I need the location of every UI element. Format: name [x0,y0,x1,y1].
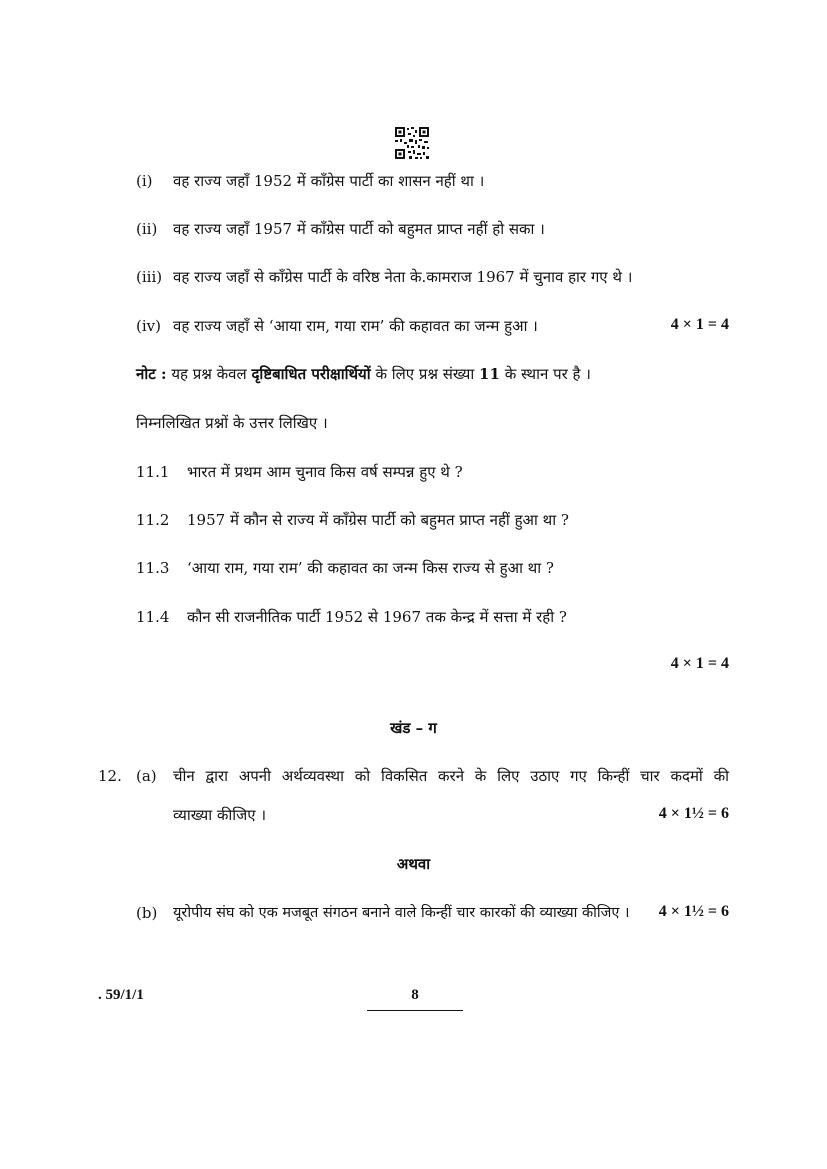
note-label: नोट : [136,365,167,383]
part-b-text: यूरोपीय संघ को एक मजबूत संगठन बनाने वाले किन्हीं चार कारकों की व्याख्या कीजिए । [173,905,630,921]
or-text: अथवा [396,855,431,873]
part-a-marks: 4 × 1½ = 6 [658,805,729,822]
subquestion-text: कौन सी राजनीतिक पार्टी 1952 से 1967 तक केन्द्र में सत्ता में रही ? [187,608,567,626]
page-number-underline [367,1010,463,1011]
list-item-label: (iv) [136,317,161,335]
subquestion-text: भारत में प्रथम आम चुनाव किस वर्ष सम्पन्न हुए थे ? [187,463,463,481]
part-a-line2: व्याख्या कीजिए । [173,806,267,824]
subquestion-number: 11.2 [136,511,170,529]
subquestion-number: 11.3 [136,559,170,577]
part-b-label: (b) [136,904,158,922]
note [136,364,591,384]
list-item-label: (iii) [136,268,163,286]
list-item-text: वह राज्य जहाँ 1952 में काँग्रेस पार्टी का शासन नहीं था । [173,172,485,190]
note-text-before: यह प्रश्न केवल [171,365,247,383]
subquestion-text: 1957 में कौन से राज्य में काँग्रेस पार्टी को बहुमत प्राप्त नहीं हुआ था ? [187,511,569,529]
note-text-after: के स्थान पर है । [504,365,591,383]
subquestion-number: 11.1 [136,463,170,481]
part-a-line1: चीन द्वारा अपनी अर्थव्यवस्था को विकसित करने के लिए उठाए गए किन्हीं चार कदमों की [173,767,729,785]
question-number: 12. [98,767,122,785]
list-item-text: वह राज्य जहाँ 1957 में काँग्रेस पार्टी को बहुमत प्राप्त नहीं हो सका । [173,220,545,238]
list-item-text: वह राज्य जहाँ से ‘आया राम, गया राम’ की कहावत का जन्म हुआ । [173,317,538,335]
part-b-marks: 4 × 1½ = 6 [658,903,729,920]
marks-q11: 4 × 1 = 4 [670,316,729,333]
note-bold-text: दृष्टिबाधित परीक्षार्थियों [251,365,371,383]
instruction: निम्नलिखित प्रश्नों के उत्तर लिखिए । [136,414,328,432]
paper-code: . 59/1/1 [98,987,144,1003]
qr-code-icon [394,126,430,160]
subquestion-text: ‘आया राम, गया राम’ की कहावत का जन्म किस राज्य से हुआ था ? [187,559,554,577]
list-item-label: (ii) [136,220,158,238]
section-title: खंड – ग [390,719,437,737]
list-item-label: (i) [136,172,153,190]
page-number: 8 [411,987,419,1003]
part-a-label: (a) [136,767,157,785]
subquestion-number: 11.4 [136,608,170,626]
list-item-text: वह राज्य जहाँ से काँग्रेस पार्टी के वरिष्ठ नेता के.कामराज 1967 में चुनाव हार गए थे । [173,268,633,286]
marks-q11-vi: 4 × 1 = 4 [670,655,729,672]
note-text-mid: के लिए प्रश्न संख्या [375,365,475,383]
note-bold-num: 11 [479,365,500,383]
